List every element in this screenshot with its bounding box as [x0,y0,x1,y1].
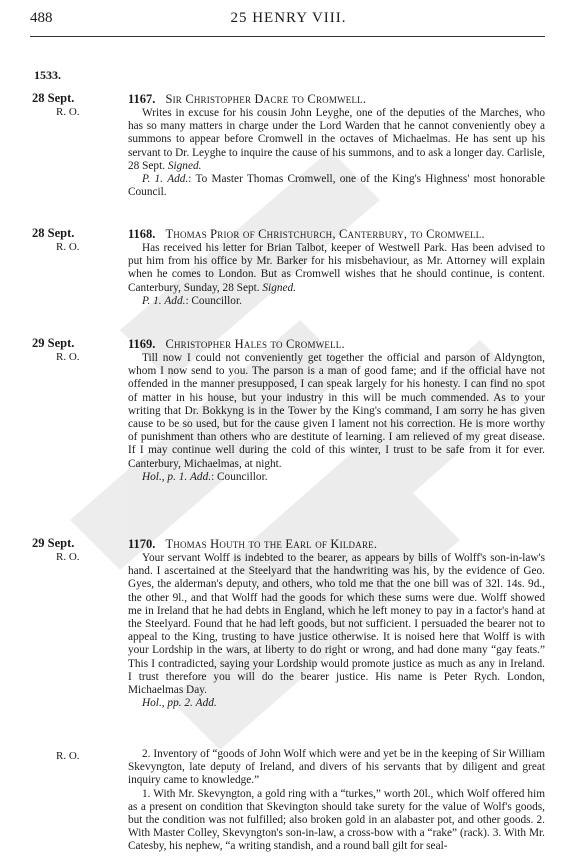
entry-source: R. O. [56,351,80,363]
entry-source: R. O. [56,551,80,563]
running-title: 25 HENRY VIII. [230,10,347,26]
signed-mark: Signed. [262,281,296,294]
entry-heading [128,336,545,352]
address-label: Add. [190,470,212,483]
entry-date: 29 Sept. [32,336,75,350]
entry-footnote [128,173,545,199]
inventory-paragraph: 1. With Mr. Skevyngton, a gold ring with a “turkes,” worth 20l., which Wolf offered him as a present on condition that Skevington should take surety for the value of Wolf's goods, but the condition was not fulfilled; also broken gold in an alabaster pot, and other goods. 2. With Master Colley, Skevyngton's son-in-law, a cross-bow with a “rake” (rack). 3. With Mr. Catesby, his nephew, “a writing standish, and a round ball gilt for seal- [128,787,545,853]
calendar-entry [30,536,545,710]
entry-date: 28 Sept. [32,91,75,105]
entry-body [128,107,545,199]
address-text: : Councillor. [185,294,242,307]
page-number: 488 [30,10,53,26]
entry-number: 1169. [128,337,156,351]
inventory-section [30,748,545,854]
entry-footnote [128,697,545,710]
calendar-entry [30,336,545,484]
pages-note: Hol., p. 1. [142,470,188,483]
entry-heading [128,226,545,242]
entry-heading [128,91,545,107]
entry-number: 1168. [128,227,156,241]
entry-date: 29 Sept. [32,536,75,550]
entry-number: 1170. [128,537,156,551]
pages-note: P. 1. [142,294,162,307]
pages-note: P. 1. [142,173,163,186]
entry-text: Has received his letter for Brian Talbot, keeper of Westwell Park. Has been advised to put him from his office by Mr. Barker for his misbehaviour, as Mr. Attorney will explain when he comes to London. But as Cromwell wishes that he should continue, is content. Canterbury, Sunday, 28 Sept. [128,242,545,294]
signed-mark: Signed. [167,159,202,172]
entry-title: Christopher Hales to Cromwell. [165,337,345,351]
address-label: Add. [164,294,186,307]
entry-title: Sir Christopher Dacre to Cromwell. [165,92,367,106]
entry-heading [128,536,545,552]
entry-text: Your servant Wolff is indebted to the bearer, as appears by bills of Wolff's son-in-law's hand. I ascertained at the Steelyard that the handwriting was his, by the evidence of Geo. Gyes, the alderman's deputy, and others, who told me that the one bill was of 32l. 14s. 9d., the other 9l., and that Wolff had the goods for which these sums were due. Wolff showed me in Ireland that he had debts in England, which he left money to pay in a factor's hand at the Steelyard. Found that he had left goods, but not sufficient. I persuaded the bearer not to appeal to the King, trusting to have justice otherwise. It is noised here that Wolff is with your Lordship in the wars, at liberty to do right or wrong, and had done many “gay feats.” This I contradicted, saying your Lordship would promote justice as much as any in Ireland. I trust therefore you will do the bearer justice. His name is Peter Rych. London, Michaelmas Day. [128,552,545,697]
entry-title: Thomas Prior of Christchurch, Canterbury, to Cromwell. [165,227,485,241]
entry-body [128,352,545,484]
calendar-entry [30,226,545,308]
entry-title: Thomas Houth to the Earl of Kildare. [165,537,378,551]
entry-date: 28 Sept. [32,226,75,240]
running-header [30,10,547,32]
address-label: Add. [195,697,217,710]
entry-source: R. O. [56,241,80,253]
address-label: Add. [167,173,189,186]
entry-source: R. O. [56,750,80,762]
entry-source: R. O. [56,106,80,118]
entry-body [128,242,545,308]
entry-footnote [128,471,545,484]
entry-text: Writes in excuse for his cousin John Leyghe, one of the deputies of the Marches, who has so many matters in charge under the Lord Warden that he cannot conveniently obey a summons to appear before Cromwell in the octaves of Michaelmas. He has sent up his servant to Dr. Leyghe to inquire the cause of his summons, and to ask a longer day. Carlisle, 28 Sept. [128,107,545,172]
entry-footnote [128,295,545,308]
calendar-entry [30,91,545,199]
inventory-body [128,748,545,854]
address-text: : Councillor. [211,470,268,483]
address-text: : To Master Thomas Cromwell, one of the King's Highness' most honorable Council. [128,173,545,199]
header-rule [30,36,545,37]
entry-number: 1167. [128,92,156,106]
entry-text: Till now I could not conveniently get together the official and parson of Aldyngton, whom I now send to you. The parson is a man of good fame; and if the official have not offended in the manner presupposed, I can speak largely for his honesty. I can find no spot of matter in his house, but your industry in this will be much commended. As to your writing that Dr. Bokkyng is in the Tower by the King's command, I am sorry he has given cause to be so used, but for the cause given I lament not his correction. He is more worthy of punishment than others who are destitute of learning. I am relieved of my great disease. If I may continue well during the cold of this winter, I trust to be safe from it for ever. Canterbury, Michaelmas, at night. [128,352,545,470]
pages-note: Hol., pp. 2. [142,697,193,710]
year-marker: 1533. [34,68,61,82]
entry-body [128,552,545,710]
inventory-paragraph: 2. Inventory of “goods of John Wolf which were and yet be in the keeping of Sir William Skevyngton, late deputy of Ireland, and divers of his servants that by diligent and great inquiry came to knowledge.” [128,748,545,787]
